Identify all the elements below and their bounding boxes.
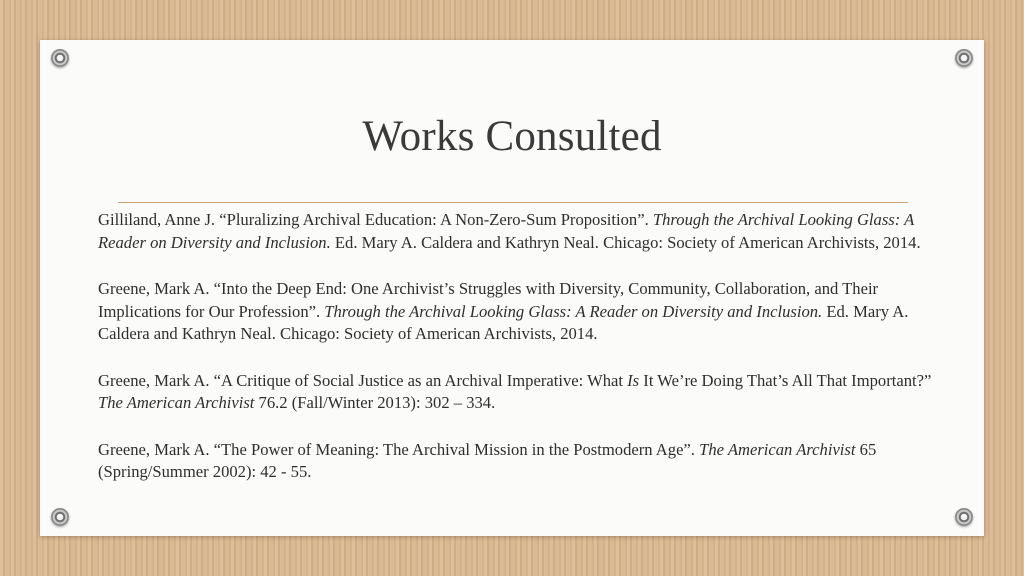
reference-text: Ed. Mary A. Caldera and Kathryn Neal. Chicago: Society of American Archivists, 2014.: [330, 232, 921, 252]
slide: [40, 40, 984, 536]
reference-emphasis: Is: [627, 370, 640, 390]
reference-text: 76.2 (Fall/Winter 2013): 302 – 334.: [254, 393, 496, 412]
reference-item: [98, 370, 943, 415]
reference-text: 65 (Spring/Summer 2002): 42 - 55.: [98, 439, 877, 481]
reference-item: [98, 439, 943, 484]
pushpin-icon: [51, 49, 69, 67]
reference-source-title: The American Archivist: [98, 393, 255, 412]
pushpin-icon: [955, 508, 973, 526]
pushpin-icon: [51, 508, 69, 526]
reference-source-title: Through the Archival Looking Glass: A Reader on Diversity and Inclusion.: [324, 301, 823, 321]
reference-text: Greene, Mark A. “The Power of Meaning: The Archival Mission in the Postmodern Age”.: [98, 439, 700, 459]
reference-source-title: Through the Archival Looking Glass: A Reader on Diversity and Inclusion.: [98, 210, 914, 252]
reference-text: Ed. Mary A. Caldera and Kathryn Neal. Chicago: Society of American Archivists, 2014.: [98, 301, 909, 343]
pushpin-icon: [955, 49, 973, 67]
title-divider: [118, 202, 908, 203]
slide-title: Works Consulted: [362, 113, 662, 160]
reference-item: [98, 278, 943, 346]
reference-text: Greene, Mark A. “Into the Deep End: One Archivist’s Struggles with Diversity, Community, Collaboration, and Their Implications for Our Profession”.: [98, 279, 879, 321]
reference-text: It We’re Doing That’s All That Important?”: [639, 370, 932, 390]
reference-text: Gilliland, Anne J. “Pluralizing Archival Education: A Non-Zero-Sum Proposition”.: [98, 210, 653, 229]
reference-list: [98, 209, 943, 508]
reference-source-title: The American Archivist: [699, 439, 856, 459]
reference-item: [98, 209, 943, 254]
reference-text: Greene, Mark A. “A Critique of Social Justice as an Archival Imperative: What: [98, 370, 628, 390]
